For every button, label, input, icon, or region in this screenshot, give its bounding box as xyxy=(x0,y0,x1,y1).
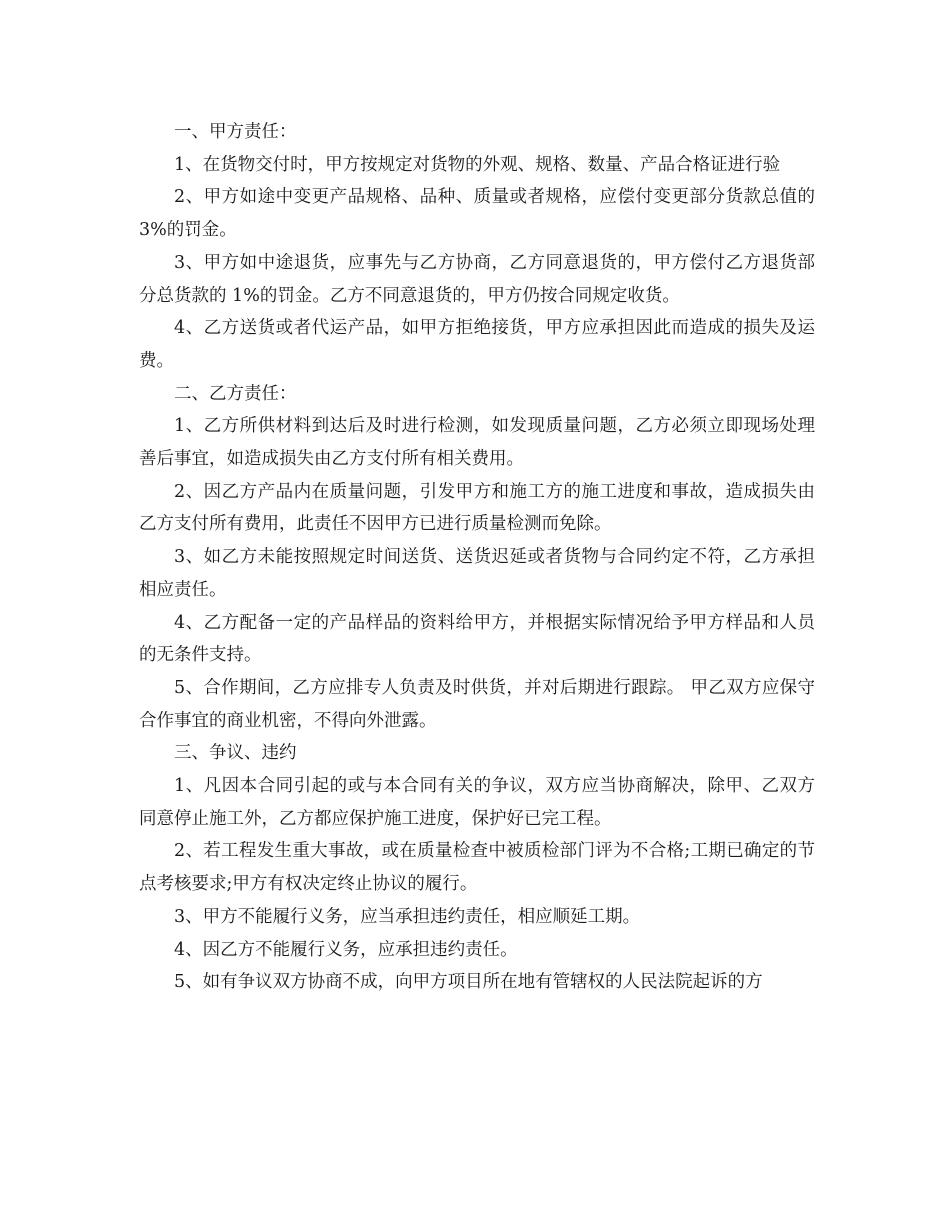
paragraph: 3、甲方不能履行义务，应当承担违约责任，相应顺延工期。 xyxy=(174,906,641,927)
paragraph: 2、因乙方产品内在质量问题，引发甲方和施工方的施工进度和事故，造成损失由乙方支付所有费用，此责任不因甲方已进行质量检测而免除。 xyxy=(139,481,815,535)
paragraph: 2、若工程发生重大事故，或在质量检查中被质检部门评为不合格;工期已确定的节点考核要求;甲方有权决定终止协议的履行。 xyxy=(139,841,815,895)
section-heading-party-b: 二、乙方责任： xyxy=(174,383,297,404)
section-heading-party-a: 一、甲方责任： xyxy=(174,122,297,142)
paragraph: 3、甲方如中途退货，应事先与乙方协商，乙方同意退货的，甲方偿付乙方退货部分总货款的 1%的罚金。乙方不同意退货的，甲方仍按合同规定收货。 xyxy=(139,252,815,306)
paragraph: 1、凡因本合同引起的或与本合同有关的争议，双方应当协商解决，除甲、乙双方同意停止施工外，乙方都应保护施工进度，保护好已完工程。 xyxy=(139,776,815,829)
paragraph: 1、乙方所供材料到达后及时进行检测，如发现质量问题，乙方必须立即现场处理善后事宜，如造成损失由乙方支付所有相关费用。 xyxy=(139,416,815,470)
paragraph: 5、如有争议双方协商不成，向甲方项目所在地有管辖权的人民法院起诉的方 xyxy=(174,972,763,993)
paragraph: 1、在货物交付时，甲方按规定对货物的外观、规格、数量、产品合格证进行验 xyxy=(174,154,781,175)
paragraph: 3、如乙方未能按照规定时间送货、送货迟延或者货物与合同约定不符，乙方承担相应责任。 xyxy=(139,547,815,600)
paragraph: 4、乙方配备一定的产品样品的资料给甲方，并根据实际情况给予甲方样品和人员的无条件支持。 xyxy=(139,612,815,666)
document-body xyxy=(139,116,815,999)
section-heading-disputes: 三、争议、违约 xyxy=(174,743,297,764)
paragraph: 2、甲方如途中变更产品规格、品种、质量或者规格，应偿付变更部分货款总值的 3%的罚金。 xyxy=(139,187,815,241)
paragraph: 4、因乙方不能履行义务，应承担违约责任。 xyxy=(174,939,518,960)
paragraph: 5、合作期间，乙方应排专人负责及时供货，并对后期进行跟踪。 甲乙双方应保守合作事宜的商业机密，不得向外泄露。 xyxy=(139,677,815,731)
paragraph: 4、乙方送货或者代运产品，如甲方拒绝接货，甲方应承担因此而造成的损失及运费。 xyxy=(139,318,815,371)
